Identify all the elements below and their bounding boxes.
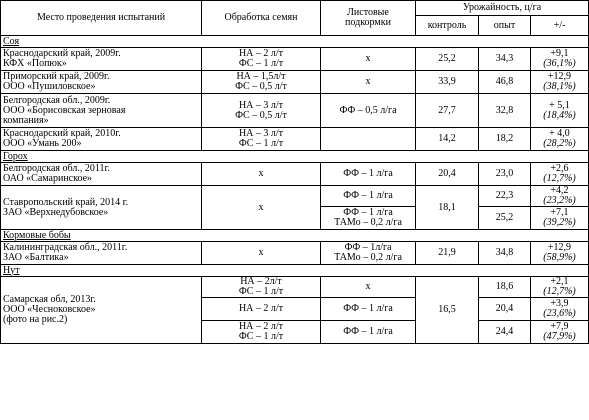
diff-cell: +7,1 (39,2%) [531, 207, 589, 230]
location-cell: Калининградская обл., 2011г. ЗАО «Балтика» [1, 242, 202, 265]
foliar-cell: ФФ – 1 л/га [321, 163, 416, 186]
experiment-cell: 32,8 [479, 94, 531, 128]
table-row [1, 277, 589, 298]
seed-cell: НА – 2л/т ФС – 1 л/т [202, 277, 321, 298]
seed-cell: х [202, 186, 321, 230]
header-control: контроль [416, 16, 479, 36]
table-row [1, 128, 589, 151]
table-row [1, 163, 589, 186]
diff-cell: +9,1 (36,1%) [531, 48, 589, 71]
diff-cell: +12,9 (58,9%) [531, 242, 589, 265]
table-row [1, 186, 589, 207]
experiment-cell: 34,3 [479, 48, 531, 71]
experiment-cell: 25,2 [479, 207, 531, 230]
control-cell: 33,9 [416, 71, 479, 94]
location-cell: Ставропольский край, 2014 г. ЗАО «Верхнедубовское» [1, 186, 202, 230]
control-cell: 21,9 [416, 242, 479, 265]
table-row [1, 71, 589, 94]
foliar-cell: ФФ – 1 л/га [321, 186, 416, 207]
seed-cell: НА – 1,5л/т ФС – 0,5 л/т [202, 71, 321, 94]
header-seed-treatment: Обработка семян [202, 1, 321, 36]
table-row [1, 48, 589, 71]
diff-cell: +12,9 (38,1%) [531, 71, 589, 94]
experiment-cell: 23,0 [479, 163, 531, 186]
header-location: Место проведения испытаний [1, 1, 202, 36]
control-cell: 25,2 [416, 48, 479, 71]
seed-cell: НА – 2 л/т [202, 298, 321, 321]
foliar-cell: х [321, 48, 416, 71]
foliar-cell: х [321, 71, 416, 94]
experiment-cell: 22,3 [479, 186, 531, 207]
experiment-cell: 20,4 [479, 298, 531, 321]
experiment-cell: 24,4 [479, 321, 531, 344]
foliar-cell: ФФ – 1 л/га ТАМо – 0,2 л/га [321, 207, 416, 230]
seed-cell: НА – 2 л/т ФС – 1 л/т [202, 48, 321, 71]
section-row [1, 36, 589, 48]
section-row [1, 151, 589, 163]
experiment-cell: 46,8 [479, 71, 531, 94]
seed-cell: НА – 2 л/т ФС – 1 л/т [202, 321, 321, 344]
foliar-cell: ФФ – 1 л/га [321, 321, 416, 344]
seed-cell: НА – 3 л/т ФС – 0,5 л/т [202, 94, 321, 128]
foliar-cell: ФФ – 1 л/га [321, 298, 416, 321]
section-fodder-bean: Кормовые бобы [1, 230, 589, 242]
foliar-cell: ФФ – 0,5 л/га [321, 94, 416, 128]
location-cell: Краснодарский край, 2010г. ООО «Умань 200» [1, 128, 202, 151]
diff-cell: + 5,1 (18,4%) [531, 94, 589, 128]
diff-cell: +2,6 (12,7%) [531, 163, 589, 186]
experiment-cell: 18,6 [479, 277, 531, 298]
header-yield: Урожайность, ц/га [416, 1, 589, 16]
experiment-cell: 18,2 [479, 128, 531, 151]
location-cell: Белгородская обл., 2011г. ОАО «Самаринское» [1, 163, 202, 186]
location-cell: Белгородская обл., 2009г. ООО «Борисовская зерновая компания» [1, 94, 202, 128]
control-cell: 16,5 [416, 277, 479, 344]
control-cell: 18,1 [416, 186, 479, 230]
experiment-cell: 34,8 [479, 242, 531, 265]
seed-cell: х [202, 242, 321, 265]
table-row [1, 94, 589, 128]
diff-cell: + 4,0 (28,2%) [531, 128, 589, 151]
table-row [1, 242, 589, 265]
control-cell: 14,2 [416, 128, 479, 151]
diff-cell: +2,1 (12,7%) [531, 277, 589, 298]
diff-cell: +7,9 (47,9%) [531, 321, 589, 344]
section-row [1, 265, 589, 277]
foliar-cell [321, 128, 416, 151]
header-diff: +/- [531, 16, 589, 36]
section-row [1, 230, 589, 242]
location-cell: Самарская обл, 2013г. ООО «Чесноковское» (фото на рис.2) [1, 277, 202, 344]
location-cell: Краснодарский край, 2009г. КФХ «Попюк» [1, 48, 202, 71]
foliar-cell: ФФ – 1л/га ТАМо – 0,2 л/га [321, 242, 416, 265]
header-foliar: Листовые подкормки [321, 1, 416, 36]
diff-cell: +3,9 (23,6%) [531, 298, 589, 321]
section-pea: Горох [1, 151, 589, 163]
section-chickpea: Нут [1, 265, 589, 277]
section-soy: Соя [1, 36, 589, 48]
header-experiment: опыт [479, 16, 531, 36]
seed-cell: НА – 3 л/т ФС – 1 л/т [202, 128, 321, 151]
diff-cell: +4,2 (23,2%) [531, 186, 589, 207]
table-header-row [1, 1, 589, 16]
location-cell: Приморский край, 2009г. ООО «Пушиловское» [1, 71, 202, 94]
foliar-cell: х [321, 277, 416, 298]
control-cell: 27,7 [416, 94, 479, 128]
seed-cell: х [202, 163, 321, 186]
control-cell: 20,4 [416, 163, 479, 186]
